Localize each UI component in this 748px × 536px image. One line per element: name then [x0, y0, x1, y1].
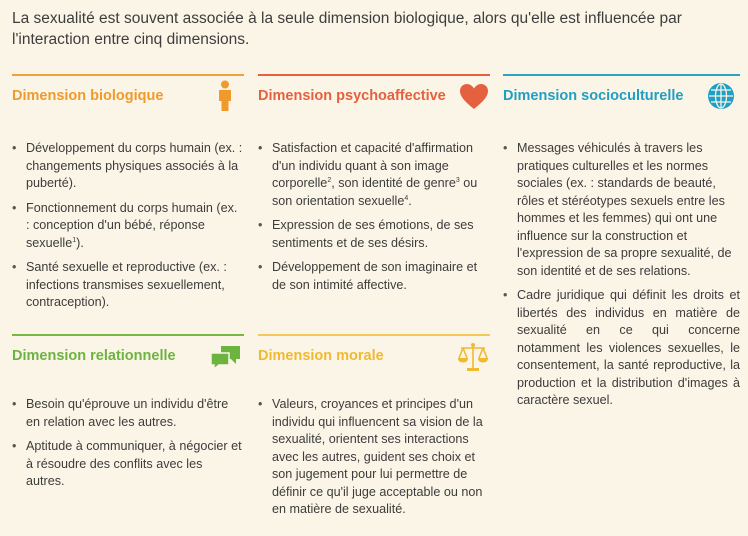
list-item: • Cadre juridique qui définit les droits et libertés des individus en matière de sexualité en ce qui concerne notamment les violences sexuelles, le consentement, la santé reproductive, la production et la distribution d'images à caractère sexuel. [503, 287, 740, 410]
globe-icon [707, 82, 735, 115]
card-dimension-relationnelle [12, 334, 244, 498]
list-item: • Besoin qu'éprouve un individu d'être en relation avec les autres. [12, 396, 244, 431]
list-item: • Aptitude à communiquer, à négocier et à résoudre des conflits avec les autres. [12, 438, 244, 491]
list-item: • Expression de ses émotions, de ses sentiments et de ses désirs. [258, 217, 490, 252]
item-list [12, 140, 244, 312]
card-title: Dimension morale [258, 348, 384, 364]
list-item: • Messages véhiculés à travers les pratiques culturelles et les normes sociales (ex. : standards de beauté, rôles et stéréotypes sexuels entre les hommes et les femmes) qui ont une influence sur la construction et l'expression de sa propre sexualité, de son identité et de ses relations. [503, 140, 740, 280]
item-list [258, 140, 490, 294]
person-icon [217, 80, 233, 117]
list-item: • Développement du corps humain (ex. : changements physiques associés à la puberté). [12, 140, 244, 193]
card-header [503, 74, 740, 120]
item-list [12, 396, 244, 491]
list-item: • Santé sexuelle et reproductive (ex. : infections transmises sexuellement, contraception). [12, 259, 244, 312]
card-dimension-socioculturelle [503, 74, 740, 417]
card-dimension-psychoaffective [258, 74, 490, 301]
card-title: Dimension socioculturelle [503, 88, 684, 104]
card-title: Dimension psychoaffective [258, 88, 446, 104]
card-header [12, 334, 244, 380]
item-list [258, 396, 490, 519]
list-item: • Développement de son imaginaire et de son intimité affective. [258, 259, 490, 294]
scales-icon [457, 342, 489, 377]
list-item: • Fonctionnement du corps humain (ex. : conception d'un bébé, réponse sexuelle$^1$). [12, 200, 244, 253]
card-dimension-biologique [12, 74, 244, 319]
card-header [258, 74, 490, 120]
list-item: • Satisfaction et capacité d'affirmation d'un individu quant à son image corporelle$^2$, son identité de genre$^3$ ou son orientation sexuelle$^4$. [258, 140, 490, 210]
list-item: • Valeurs, croyances et principes d'un individu qui influencent sa vision de la sexualité, orientent ses interactions avec les autres, guident ses choix et son jugement pour lui permettre de définir ce qu'il juge acceptable ou non en matière de sexualité. [258, 396, 490, 519]
card-header [258, 334, 490, 380]
card-dimension-morale [258, 334, 490, 526]
intro-text: La sexualité est souvent associée à la seule dimension biologique, alors qu'elle est influencée par l'interaction entre cinq dimensions. [12, 10, 682, 48]
heart-icon [459, 83, 489, 115]
item-list [503, 140, 740, 410]
card-title: Dimension relationnelle [12, 348, 176, 364]
card-title: Dimension biologique [12, 88, 164, 104]
speech-bubbles-icon [210, 344, 242, 375]
card-header [12, 74, 244, 120]
